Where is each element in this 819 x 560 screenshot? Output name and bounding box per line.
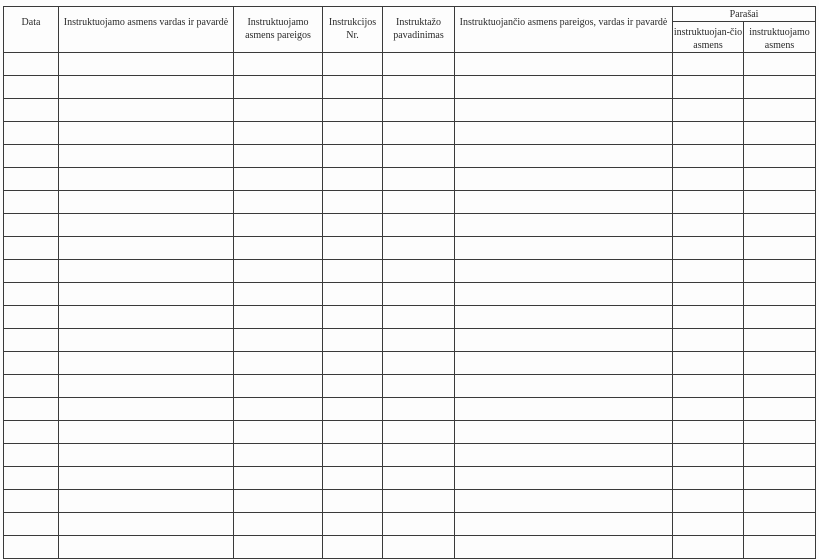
- cell-instruction-no[interactable]: [323, 490, 383, 513]
- col-header-briefing-name: Instruktažo pavadinimas: [383, 7, 455, 53]
- cell-trainee-name[interactable]: [59, 513, 234, 536]
- cell-instructor-position-name[interactable]: [455, 490, 673, 513]
- cell-briefing-name[interactable]: [383, 490, 455, 513]
- cell-sig-instructor[interactable]: [673, 237, 744, 260]
- cell-briefing-name[interactable]: [383, 260, 455, 283]
- cell-trainee-name[interactable]: [59, 145, 234, 168]
- cell-trainee-name[interactable]: [59, 76, 234, 99]
- table-row: [4, 352, 816, 375]
- cell-instruction-no[interactable]: [323, 145, 383, 168]
- col-header-sig-instructor: instruktuojan-čio asmens: [673, 22, 744, 53]
- cell-instruction-no[interactable]: [323, 398, 383, 421]
- cell-instructor-position-name[interactable]: [455, 214, 673, 237]
- cell-instructor-position-name[interactable]: [455, 375, 673, 398]
- cell-sig-instructor[interactable]: [673, 536, 744, 559]
- cell-trainee-position[interactable]: [234, 283, 323, 306]
- cell-trainee-position[interactable]: [234, 99, 323, 122]
- cell-sig-instructor[interactable]: [673, 214, 744, 237]
- cell-instruction-no[interactable]: [323, 513, 383, 536]
- cell-trainee-position[interactable]: [234, 467, 323, 490]
- cell-trainee-name[interactable]: [59, 421, 234, 444]
- cell-trainee-position[interactable]: [234, 260, 323, 283]
- cell-instruction-no[interactable]: [323, 536, 383, 559]
- cell-instructor-position-name[interactable]: [455, 99, 673, 122]
- table-row: [4, 329, 816, 352]
- cell-briefing-name[interactable]: [383, 467, 455, 490]
- cell-instructor-position-name[interactable]: [455, 283, 673, 306]
- cell-date[interactable]: [4, 398, 59, 421]
- cell-trainee-position[interactable]: [234, 191, 323, 214]
- cell-date[interactable]: [4, 283, 59, 306]
- table-row: [4, 76, 816, 99]
- cell-sig-trainee[interactable]: [744, 398, 816, 421]
- cell-briefing-name[interactable]: [383, 352, 455, 375]
- cell-sig-trainee[interactable]: [744, 352, 816, 375]
- cell-sig-trainee[interactable]: [744, 306, 816, 329]
- cell-briefing-name[interactable]: [383, 513, 455, 536]
- cell-instruction-no[interactable]: [323, 421, 383, 444]
- cell-date[interactable]: [4, 53, 59, 76]
- cell-instructor-position-name[interactable]: [455, 168, 673, 191]
- cell-instructor-position-name[interactable]: [455, 467, 673, 490]
- cell-trainee-position[interactable]: [234, 122, 323, 145]
- cell-instruction-no[interactable]: [323, 467, 383, 490]
- cell-briefing-name[interactable]: [383, 536, 455, 559]
- cell-trainee-name[interactable]: [59, 53, 234, 76]
- cell-sig-trainee[interactable]: [744, 375, 816, 398]
- cell-instruction-no[interactable]: [323, 237, 383, 260]
- cell-briefing-name[interactable]: [383, 398, 455, 421]
- cell-instructor-position-name[interactable]: [455, 76, 673, 99]
- cell-trainee-name[interactable]: [59, 168, 234, 191]
- cell-trainee-position[interactable]: [234, 237, 323, 260]
- cell-sig-instructor[interactable]: [673, 375, 744, 398]
- cell-sig-trainee[interactable]: [744, 145, 816, 168]
- cell-instruction-no[interactable]: [323, 352, 383, 375]
- cell-instructor-position-name[interactable]: [455, 398, 673, 421]
- cell-instructor-position-name[interactable]: [455, 444, 673, 467]
- cell-date[interactable]: [4, 260, 59, 283]
- cell-sig-trainee[interactable]: [744, 168, 816, 191]
- col-header-trainee-position: Instruktuojamo asmens pareigos: [234, 7, 323, 53]
- cell-sig-trainee[interactable]: [744, 467, 816, 490]
- cell-briefing-name[interactable]: [383, 306, 455, 329]
- cell-instruction-no[interactable]: [323, 260, 383, 283]
- table-row: [4, 99, 816, 122]
- cell-instructor-position-name[interactable]: [455, 513, 673, 536]
- cell-trainee-position[interactable]: [234, 145, 323, 168]
- cell-instruction-no[interactable]: [323, 444, 383, 467]
- col-header-instruction-no: Instrukcijos Nr.: [323, 7, 383, 53]
- cell-trainee-name[interactable]: [59, 191, 234, 214]
- cell-sig-trainee[interactable]: [744, 421, 816, 444]
- cell-date[interactable]: [4, 536, 59, 559]
- cell-instruction-no[interactable]: [323, 53, 383, 76]
- table-row: [4, 53, 816, 76]
- cell-briefing-name[interactable]: [383, 122, 455, 145]
- cell-date[interactable]: [4, 306, 59, 329]
- table-row: [4, 145, 816, 168]
- cell-trainee-name[interactable]: [59, 237, 234, 260]
- cell-sig-instructor[interactable]: [673, 467, 744, 490]
- cell-sig-trainee[interactable]: [744, 76, 816, 99]
- cell-instructor-position-name[interactable]: [455, 421, 673, 444]
- cell-instructor-position-name[interactable]: [455, 145, 673, 168]
- cell-sig-trainee[interactable]: [744, 513, 816, 536]
- cell-trainee-position[interactable]: [234, 53, 323, 76]
- cell-date[interactable]: [4, 191, 59, 214]
- cell-sig-instructor[interactable]: [673, 421, 744, 444]
- cell-trainee-name[interactable]: [59, 99, 234, 122]
- cell-sig-instructor[interactable]: [673, 398, 744, 421]
- col-header-signatures: Parašai: [673, 7, 816, 22]
- cell-date[interactable]: [4, 444, 59, 467]
- cell-sig-trainee[interactable]: [744, 444, 816, 467]
- cell-instruction-no[interactable]: [323, 76, 383, 99]
- cell-date[interactable]: [4, 76, 59, 99]
- cell-briefing-name[interactable]: [383, 214, 455, 237]
- table-row: [4, 513, 816, 536]
- cell-instruction-no[interactable]: [323, 306, 383, 329]
- cell-trainee-position[interactable]: [234, 329, 323, 352]
- cell-sig-trainee[interactable]: [744, 283, 816, 306]
- cell-instructor-position-name[interactable]: [455, 329, 673, 352]
- cell-date[interactable]: [4, 421, 59, 444]
- col-header-sig-trainee: instruktuojamo asmens: [744, 22, 816, 53]
- cell-trainee-name[interactable]: [59, 467, 234, 490]
- cell-instructor-position-name[interactable]: [455, 191, 673, 214]
- cell-sig-trainee[interactable]: [744, 53, 816, 76]
- cell-trainee-name[interactable]: [59, 283, 234, 306]
- cell-trainee-name[interactable]: [59, 398, 234, 421]
- cell-trainee-name[interactable]: [59, 375, 234, 398]
- table-row: [4, 306, 816, 329]
- cell-trainee-name[interactable]: [59, 329, 234, 352]
- cell-instructor-position-name[interactable]: [455, 237, 673, 260]
- cell-sig-trainee[interactable]: [744, 191, 816, 214]
- cell-date[interactable]: [4, 99, 59, 122]
- cell-sig-trainee[interactable]: [744, 99, 816, 122]
- cell-sig-instructor[interactable]: [673, 283, 744, 306]
- table-row: [4, 490, 816, 513]
- table-row: [4, 191, 816, 214]
- briefing-register-table: [3, 6, 816, 559]
- table-row: [4, 260, 816, 283]
- cell-instruction-no[interactable]: [323, 375, 383, 398]
- cell-trainee-name[interactable]: [59, 122, 234, 145]
- cell-sig-instructor[interactable]: [673, 329, 744, 352]
- cell-trainee-position[interactable]: [234, 352, 323, 375]
- cell-date[interactable]: [4, 214, 59, 237]
- cell-date[interactable]: [4, 375, 59, 398]
- cell-trainee-name[interactable]: [59, 490, 234, 513]
- cell-briefing-name[interactable]: [383, 375, 455, 398]
- header-row-main: [4, 7, 816, 22]
- cell-trainee-name[interactable]: [59, 214, 234, 237]
- cell-date[interactable]: [4, 168, 59, 191]
- cell-briefing-name[interactable]: [383, 329, 455, 352]
- cell-briefing-name[interactable]: [383, 53, 455, 76]
- cell-sig-trainee[interactable]: [744, 237, 816, 260]
- cell-trainee-name[interactable]: [59, 306, 234, 329]
- cell-instruction-no[interactable]: [323, 214, 383, 237]
- cell-sig-instructor[interactable]: [673, 76, 744, 99]
- cell-sig-trainee[interactable]: [744, 214, 816, 237]
- cell-instructor-position-name[interactable]: [455, 122, 673, 145]
- cell-trainee-position[interactable]: [234, 375, 323, 398]
- register-body: [4, 53, 816, 559]
- cell-trainee-name[interactable]: [59, 444, 234, 467]
- cell-briefing-name[interactable]: [383, 145, 455, 168]
- table-row: [4, 214, 816, 237]
- cell-instruction-no[interactable]: [323, 99, 383, 122]
- cell-sig-trainee[interactable]: [744, 536, 816, 559]
- cell-instruction-no[interactable]: [323, 191, 383, 214]
- cell-sig-trainee[interactable]: [744, 329, 816, 352]
- cell-sig-instructor[interactable]: [673, 490, 744, 513]
- cell-instruction-no[interactable]: [323, 122, 383, 145]
- table-row: [4, 398, 816, 421]
- cell-sig-instructor[interactable]: [673, 168, 744, 191]
- cell-sig-instructor[interactable]: [673, 53, 744, 76]
- table-row: [4, 444, 816, 467]
- cell-sig-instructor[interactable]: [673, 191, 744, 214]
- cell-trainee-position[interactable]: [234, 421, 323, 444]
- cell-sig-trainee[interactable]: [744, 260, 816, 283]
- cell-trainee-position[interactable]: [234, 306, 323, 329]
- cell-date[interactable]: [4, 513, 59, 536]
- cell-briefing-name[interactable]: [383, 283, 455, 306]
- cell-briefing-name[interactable]: [383, 421, 455, 444]
- cell-sig-instructor[interactable]: [673, 260, 744, 283]
- cell-sig-instructor[interactable]: [673, 145, 744, 168]
- cell-briefing-name[interactable]: [383, 237, 455, 260]
- cell-sig-instructor[interactable]: [673, 513, 744, 536]
- table-row: [4, 122, 816, 145]
- col-header-date: Data: [4, 7, 59, 53]
- table-row: [4, 375, 816, 398]
- cell-sig-instructor[interactable]: [673, 306, 744, 329]
- cell-instructor-position-name[interactable]: [455, 536, 673, 559]
- cell-date[interactable]: [4, 467, 59, 490]
- cell-trainee-name[interactable]: [59, 536, 234, 559]
- col-header-instructor-position-name: Instruktuojančio asmens pareigos, vardas ir pavardė: [455, 7, 673, 53]
- cell-trainee-position[interactable]: [234, 76, 323, 99]
- cell-date[interactable]: [4, 237, 59, 260]
- cell-sig-trainee[interactable]: [744, 122, 816, 145]
- cell-sig-instructor[interactable]: [673, 122, 744, 145]
- table-row: [4, 421, 816, 444]
- cell-trainee-position[interactable]: [234, 490, 323, 513]
- cell-instructor-position-name[interactable]: [455, 352, 673, 375]
- cell-briefing-name[interactable]: [383, 168, 455, 191]
- cell-trainee-position[interactable]: [234, 398, 323, 421]
- cell-instruction-no[interactable]: [323, 168, 383, 191]
- cell-trainee-name[interactable]: [59, 352, 234, 375]
- cell-instruction-no[interactable]: [323, 329, 383, 352]
- cell-trainee-position[interactable]: [234, 513, 323, 536]
- cell-trainee-position[interactable]: [234, 214, 323, 237]
- cell-sig-instructor[interactable]: [673, 99, 744, 122]
- cell-briefing-name[interactable]: [383, 444, 455, 467]
- cell-instruction-no[interactable]: [323, 283, 383, 306]
- cell-instructor-position-name[interactable]: [455, 306, 673, 329]
- table-row: [4, 237, 816, 260]
- cell-trainee-name[interactable]: [59, 260, 234, 283]
- cell-trainee-position[interactable]: [234, 168, 323, 191]
- cell-instructor-position-name[interactable]: [455, 260, 673, 283]
- table-row: [4, 283, 816, 306]
- cell-briefing-name[interactable]: [383, 99, 455, 122]
- cell-instructor-position-name[interactable]: [455, 53, 673, 76]
- cell-sig-trainee[interactable]: [744, 490, 816, 513]
- cell-date[interactable]: [4, 329, 59, 352]
- cell-date[interactable]: [4, 352, 59, 375]
- cell-trainee-position[interactable]: [234, 536, 323, 559]
- cell-sig-instructor[interactable]: [673, 444, 744, 467]
- cell-date[interactable]: [4, 122, 59, 145]
- cell-date[interactable]: [4, 490, 59, 513]
- table-row: [4, 168, 816, 191]
- col-header-trainee-name: Instruktuojamo asmens vardas ir pavardė: [59, 7, 234, 53]
- table-row: [4, 536, 816, 559]
- cell-briefing-name[interactable]: [383, 76, 455, 99]
- cell-sig-instructor[interactable]: [673, 352, 744, 375]
- cell-date[interactable]: [4, 145, 59, 168]
- cell-trainee-position[interactable]: [234, 444, 323, 467]
- cell-briefing-name[interactable]: [383, 191, 455, 214]
- table-row: [4, 467, 816, 490]
